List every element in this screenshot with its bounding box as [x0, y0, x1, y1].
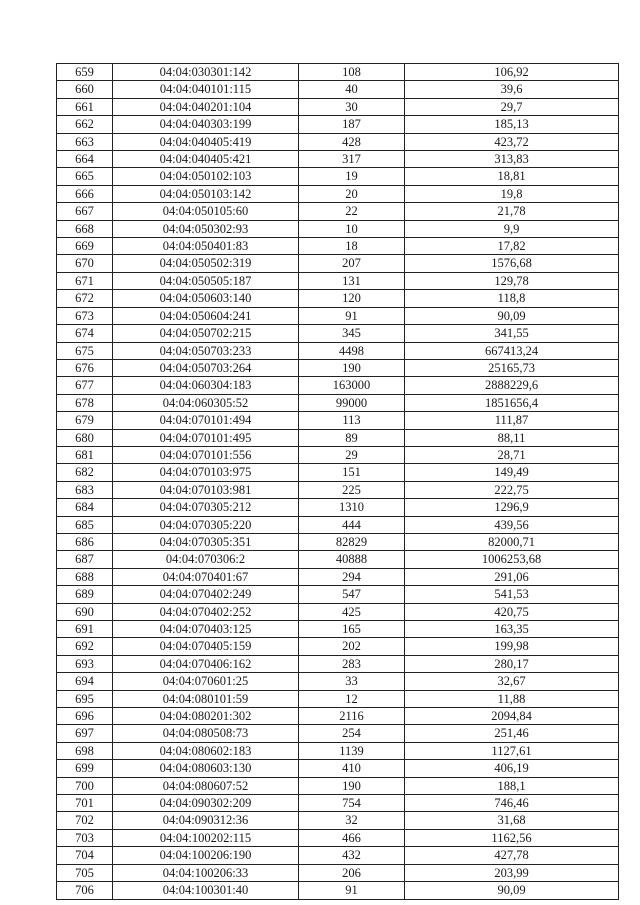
area-cell: 432: [299, 847, 405, 864]
table-row: [57, 133, 619, 150]
area-cell: 18: [299, 238, 405, 255]
value-cell: 427,78: [405, 847, 619, 864]
cadastral-number-cell: 04:04:080508:73: [113, 725, 299, 742]
value-cell: 188,1: [405, 777, 619, 794]
cadastral-number-cell: 04:04:070406:162: [113, 655, 299, 672]
table-row: [57, 516, 619, 533]
table-row: [57, 499, 619, 516]
value-cell: 11,88: [405, 690, 619, 707]
table-row: [57, 673, 619, 690]
area-cell: 187: [299, 116, 405, 133]
cadastral-number-cell: 04:04:040405:421: [113, 151, 299, 168]
area-cell: 547: [299, 586, 405, 603]
table-row: [57, 429, 619, 446]
row-number-cell: 686: [57, 533, 113, 550]
cadastral-number-cell: 04:04:080201:302: [113, 708, 299, 725]
value-cell: 29,7: [405, 98, 619, 115]
area-cell: 165: [299, 621, 405, 638]
area-cell: 30: [299, 98, 405, 115]
area-cell: 131: [299, 272, 405, 289]
cadastral-number-cell: 04:04:050703:264: [113, 359, 299, 376]
row-number-cell: 665: [57, 168, 113, 185]
value-cell: 199,98: [405, 638, 619, 655]
row-number-cell: 660: [57, 81, 113, 98]
area-cell: 91: [299, 882, 405, 899]
area-cell: 151: [299, 464, 405, 481]
table-row: [57, 185, 619, 202]
value-cell: 1006253,68: [405, 551, 619, 568]
cadastral-number-cell: 04:04:070103:975: [113, 464, 299, 481]
area-cell: 207: [299, 255, 405, 272]
value-cell: 21,78: [405, 203, 619, 220]
area-cell: 428: [299, 133, 405, 150]
cadastral-number-cell: 04:04:050102:103: [113, 168, 299, 185]
cadastral-number-cell: 04:04:070403:125: [113, 621, 299, 638]
row-number-cell: 678: [57, 394, 113, 411]
value-cell: 341,55: [405, 325, 619, 342]
row-number-cell: 684: [57, 499, 113, 516]
value-cell: 222,75: [405, 481, 619, 498]
row-number-cell: 662: [57, 116, 113, 133]
value-cell: 82000,71: [405, 533, 619, 550]
value-cell: 1127,61: [405, 742, 619, 759]
cadastral-number-cell: 04:04:100202:115: [113, 829, 299, 846]
row-number-cell: 667: [57, 203, 113, 220]
table-row: [57, 621, 619, 638]
row-number-cell: 682: [57, 464, 113, 481]
area-cell: 754: [299, 795, 405, 812]
cadastral-number-cell: 04:04:100301:40: [113, 882, 299, 899]
value-cell: 2888229,6: [405, 377, 619, 394]
table-row: [57, 829, 619, 846]
table-row: [57, 725, 619, 742]
area-cell: 10: [299, 220, 405, 237]
value-cell: 439,56: [405, 516, 619, 533]
area-cell: 99000: [299, 394, 405, 411]
table-row: [57, 568, 619, 585]
table-row: [57, 446, 619, 463]
cadastral-number-cell: 04:04:080602:183: [113, 742, 299, 759]
value-cell: 9,9: [405, 220, 619, 237]
row-number-cell: 697: [57, 725, 113, 742]
cadastral-number-cell: 04:04:050103:142: [113, 185, 299, 202]
table-row: [57, 151, 619, 168]
row-number-cell: 705: [57, 864, 113, 881]
table-row: [57, 777, 619, 794]
area-cell: 283: [299, 655, 405, 672]
table-row: [57, 272, 619, 289]
value-cell: 406,19: [405, 760, 619, 777]
row-number-cell: 683: [57, 481, 113, 498]
table-row: [57, 81, 619, 98]
table-row: [57, 290, 619, 307]
value-cell: 423,72: [405, 133, 619, 150]
area-cell: 190: [299, 777, 405, 794]
table-row: [57, 325, 619, 342]
area-cell: 33: [299, 673, 405, 690]
value-cell: 90,09: [405, 882, 619, 899]
area-cell: 12: [299, 690, 405, 707]
row-number-cell: 690: [57, 603, 113, 620]
value-cell: 185,13: [405, 116, 619, 133]
cadastral-number-cell: 04:04:070101:495: [113, 429, 299, 446]
cadastral-number-cell: 04:04:090312:36: [113, 812, 299, 829]
row-number-cell: 672: [57, 290, 113, 307]
value-cell: 2094,84: [405, 708, 619, 725]
value-cell: 90,09: [405, 307, 619, 324]
value-cell: 313,83: [405, 151, 619, 168]
table-row: [57, 168, 619, 185]
value-cell: 149,49: [405, 464, 619, 481]
value-cell: 25165,73: [405, 359, 619, 376]
area-cell: 1139: [299, 742, 405, 759]
area-cell: 82829: [299, 533, 405, 550]
row-number-cell: 700: [57, 777, 113, 794]
area-cell: 317: [299, 151, 405, 168]
area-cell: 225: [299, 481, 405, 498]
value-cell: 1162,56: [405, 829, 619, 846]
row-number-cell: 694: [57, 673, 113, 690]
area-cell: 190: [299, 359, 405, 376]
value-cell: 251,46: [405, 725, 619, 742]
cadastral-number-cell: 04:04:090302:209: [113, 795, 299, 812]
value-cell: 163,35: [405, 621, 619, 638]
table-row: [57, 638, 619, 655]
table-row: [57, 116, 619, 133]
row-number-cell: 673: [57, 307, 113, 324]
value-cell: 1296,9: [405, 499, 619, 516]
cadastral-number-cell: 04:04:080101:59: [113, 690, 299, 707]
value-cell: 291,06: [405, 568, 619, 585]
area-cell: 425: [299, 603, 405, 620]
table-row: [57, 255, 619, 272]
table-row: [57, 307, 619, 324]
cadastral-number-cell: 04:04:070405:159: [113, 638, 299, 655]
row-number-cell: 703: [57, 829, 113, 846]
cadastral-number-cell: 04:04:040201:104: [113, 98, 299, 115]
table-row: [57, 882, 619, 899]
row-number-cell: 670: [57, 255, 113, 272]
value-cell: 1576,68: [405, 255, 619, 272]
table-row: [57, 690, 619, 707]
row-number-cell: 663: [57, 133, 113, 150]
row-number-cell: 692: [57, 638, 113, 655]
value-cell: 106,92: [405, 64, 619, 81]
row-number-cell: 706: [57, 882, 113, 899]
value-cell: 19,8: [405, 185, 619, 202]
row-number-cell: 689: [57, 586, 113, 603]
row-number-cell: 688: [57, 568, 113, 585]
area-cell: 113: [299, 412, 405, 429]
cadastral-number-cell: 04:04:100206:190: [113, 847, 299, 864]
cadastral-number-cell: 04:04:070305:212: [113, 499, 299, 516]
row-number-cell: 669: [57, 238, 113, 255]
value-cell: 111,87: [405, 412, 619, 429]
value-cell: 203,99: [405, 864, 619, 881]
row-number-cell: 675: [57, 342, 113, 359]
row-number-cell: 685: [57, 516, 113, 533]
row-number-cell: 701: [57, 795, 113, 812]
cadastral-number-cell: 04:04:050505:187: [113, 272, 299, 289]
cadastral-number-cell: 04:04:050702:215: [113, 325, 299, 342]
value-cell: 31,68: [405, 812, 619, 829]
cadastral-number-cell: 04:04:070305:351: [113, 533, 299, 550]
cadastral-number-cell: 04:04:080607:52: [113, 777, 299, 794]
value-cell: 39,6: [405, 81, 619, 98]
table-row: [57, 655, 619, 672]
cadastral-number-cell: 04:04:050604:241: [113, 307, 299, 324]
area-cell: 294: [299, 568, 405, 585]
table-row: [57, 98, 619, 115]
value-cell: 420,75: [405, 603, 619, 620]
row-number-cell: 668: [57, 220, 113, 237]
cadastral-number-cell: 04:04:070402:249: [113, 586, 299, 603]
table-row: [57, 220, 619, 237]
row-number-cell: 666: [57, 185, 113, 202]
cadastral-number-cell: 04:04:070101:556: [113, 446, 299, 463]
table-row: [57, 377, 619, 394]
row-number-cell: 661: [57, 98, 113, 115]
row-number-cell: 699: [57, 760, 113, 777]
area-cell: 40888: [299, 551, 405, 568]
cadastral-number-cell: 04:04:050703:233: [113, 342, 299, 359]
area-cell: 254: [299, 725, 405, 742]
row-number-cell: 696: [57, 708, 113, 725]
cadastral-number-cell: 04:04:070103:981: [113, 481, 299, 498]
area-cell: 89: [299, 429, 405, 446]
area-cell: 20: [299, 185, 405, 202]
table-row: [57, 551, 619, 568]
table-row: [57, 533, 619, 550]
table-body: [57, 64, 619, 900]
cadastral-number-cell: 04:04:040303:199: [113, 116, 299, 133]
cadastral-number-cell: 04:04:050603:140: [113, 290, 299, 307]
area-cell: 206: [299, 864, 405, 881]
table-row: [57, 708, 619, 725]
value-cell: 1851656,4: [405, 394, 619, 411]
area-cell: 120: [299, 290, 405, 307]
value-cell: 541,53: [405, 586, 619, 603]
row-number-cell: 681: [57, 446, 113, 463]
cadastral-number-cell: 04:04:070305:220: [113, 516, 299, 533]
row-number-cell: 671: [57, 272, 113, 289]
cadastral-number-cell: 04:04:050105:60: [113, 203, 299, 220]
data-table: [56, 63, 619, 900]
cadastral-number-cell: 04:04:030301:142: [113, 64, 299, 81]
value-cell: 17,82: [405, 238, 619, 255]
table-row: [57, 203, 619, 220]
table-row: [57, 238, 619, 255]
area-cell: 466: [299, 829, 405, 846]
area-cell: 345: [299, 325, 405, 342]
area-cell: 32: [299, 812, 405, 829]
row-number-cell: 674: [57, 325, 113, 342]
area-cell: 2116: [299, 708, 405, 725]
area-cell: 29: [299, 446, 405, 463]
value-cell: 746,46: [405, 795, 619, 812]
cadastral-number-cell: 04:04:040101:115: [113, 81, 299, 98]
cadastral-number-cell: 04:04:070601:25: [113, 673, 299, 690]
area-cell: 19: [299, 168, 405, 185]
table-row: [57, 864, 619, 881]
row-number-cell: 659: [57, 64, 113, 81]
value-cell: 18,81: [405, 168, 619, 185]
area-cell: 22: [299, 203, 405, 220]
cadastral-number-cell: 04:04:050502:319: [113, 255, 299, 272]
table-row: [57, 342, 619, 359]
row-number-cell: 679: [57, 412, 113, 429]
value-cell: 280,17: [405, 655, 619, 672]
row-number-cell: 704: [57, 847, 113, 864]
table-row: [57, 847, 619, 864]
cadastral-number-cell: 04:04:050401:83: [113, 238, 299, 255]
cadastral-number-cell: 04:04:040405:419: [113, 133, 299, 150]
table-row: [57, 64, 619, 81]
cadastral-number-cell: 04:04:070101:494: [113, 412, 299, 429]
table-row: [57, 742, 619, 759]
row-number-cell: 664: [57, 151, 113, 168]
table-row: [57, 795, 619, 812]
row-number-cell: 691: [57, 621, 113, 638]
area-cell: 1310: [299, 499, 405, 516]
table-row: [57, 586, 619, 603]
area-cell: 4498: [299, 342, 405, 359]
area-cell: 163000: [299, 377, 405, 394]
table-row: [57, 359, 619, 376]
value-cell: 28,71: [405, 446, 619, 463]
area-cell: 91: [299, 307, 405, 324]
value-cell: 32,67: [405, 673, 619, 690]
table-row: [57, 464, 619, 481]
table-row: [57, 812, 619, 829]
row-number-cell: 676: [57, 359, 113, 376]
value-cell: 88,11: [405, 429, 619, 446]
cadastral-number-cell: 04:04:060305:52: [113, 394, 299, 411]
table-row: [57, 412, 619, 429]
cadastral-number-cell: 04:04:080603:130: [113, 760, 299, 777]
value-cell: 129,78: [405, 272, 619, 289]
cadastral-number-cell: 04:04:070402:252: [113, 603, 299, 620]
area-cell: 40: [299, 81, 405, 98]
row-number-cell: 693: [57, 655, 113, 672]
cadastral-number-cell: 04:04:060304:183: [113, 377, 299, 394]
area-cell: 108: [299, 64, 405, 81]
value-cell: 118,8: [405, 290, 619, 307]
row-number-cell: 680: [57, 429, 113, 446]
table-row: [57, 603, 619, 620]
table-row: [57, 760, 619, 777]
cadastral-number-cell: 04:04:070401:67: [113, 568, 299, 585]
cadastral-number-cell: 04:04:100206:33: [113, 864, 299, 881]
table-row: [57, 481, 619, 498]
row-number-cell: 702: [57, 812, 113, 829]
cadastral-number-cell: 04:04:050302:93: [113, 220, 299, 237]
cadastral-number-cell: 04:04:070306:2: [113, 551, 299, 568]
value-cell: 667413,24: [405, 342, 619, 359]
area-cell: 444: [299, 516, 405, 533]
table-row: [57, 394, 619, 411]
row-number-cell: 698: [57, 742, 113, 759]
row-number-cell: 677: [57, 377, 113, 394]
row-number-cell: 695: [57, 690, 113, 707]
area-cell: 410: [299, 760, 405, 777]
row-number-cell: 687: [57, 551, 113, 568]
area-cell: 202: [299, 638, 405, 655]
